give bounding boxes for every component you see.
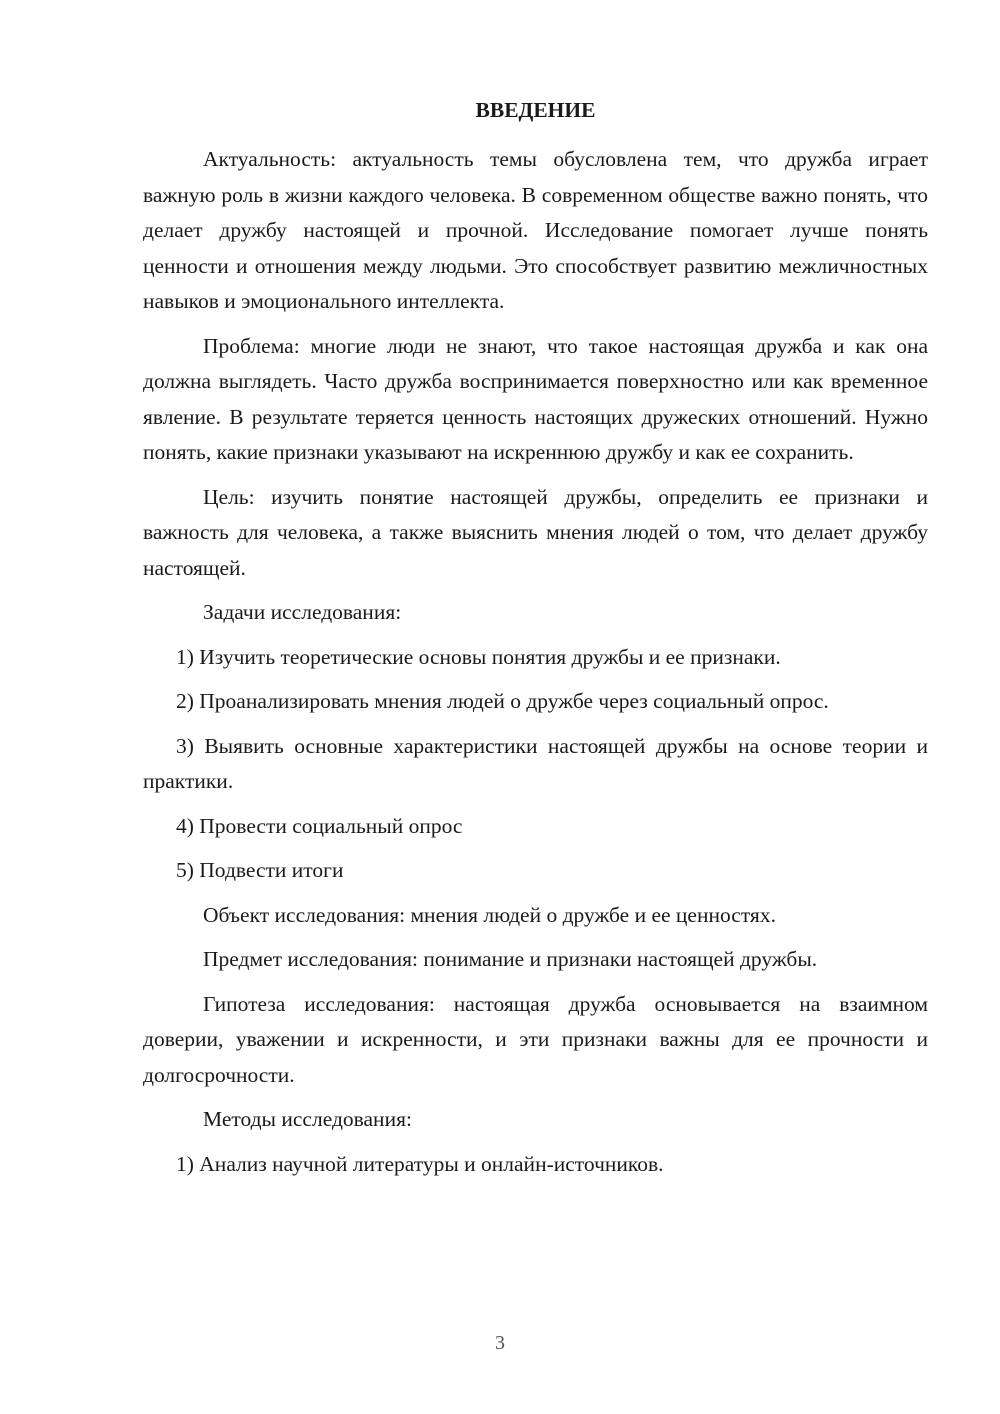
task-item: 1) Изучить теоретические основы понятия дружбы и ее признаки. — [176, 644, 781, 669]
document-page — [143, 92, 928, 1191]
section-title: ВВЕДЕНИЕ — [475, 98, 596, 122]
relevance-paragraph: Актуальность: актуальность темы обусловлена тем, что дружба играет важную роль в жизни каждого человека. В современном обществе важно понять, что делает дружбу настоящей и прочной. Исследование помогает лучше понять ценности и отношения между людьми. Это способствует развитию межличностных навыков и эмоционального интеллекта. — [143, 147, 928, 313]
tasks-heading: Задачи исследования: — [203, 600, 402, 624]
methods-heading: Методы исследования: — [203, 1107, 412, 1131]
problem-paragraph: Проблема: многие люди не знают, что такое настоящая дружба и как она должна выглядеть. Часто дружба воспринимается поверхностно или как временное явление. В результате теряется ценность настоящих дружеских отношений. Нужно понять, какие признаки указывают на искреннюю дружбу и как ее сохранить. — [143, 333, 928, 464]
task-item: 5) Подвести итоги — [176, 858, 344, 882]
method-item: 1) Анализ научной литературы и онлайн-источников. — [176, 1151, 664, 1176]
task-item: 3) Выявить основные характеристики настоящей дружбы на основе теории и практики. — [143, 733, 928, 793]
hypothesis-paragraph: Гипотеза исследования: настоящая дружба основывается на взаимном доверии, уважении и искренности, и эти признаки важны для ее прочности и долгосрочности. — [143, 991, 928, 1087]
goal-paragraph: Цель: изучить понятие настоящей дружбы, определить ее признаки и важность для человека, а также выяснить мнения людей о том, что делает дружбу настоящей. — [143, 484, 928, 580]
task-item: 2) Проанализировать мнения людей о дружбе через социальный опрос. — [176, 689, 829, 713]
object-paragraph: Объект исследования: мнения людей о дружбе и ее ценностях. — [203, 902, 776, 927]
subject-paragraph: Предмет исследования: понимание и признаки настоящей дружбы. — [203, 947, 818, 971]
task-item: 4) Провести социальный опрос — [176, 813, 463, 838]
page-number: 3 — [495, 1332, 505, 1354]
